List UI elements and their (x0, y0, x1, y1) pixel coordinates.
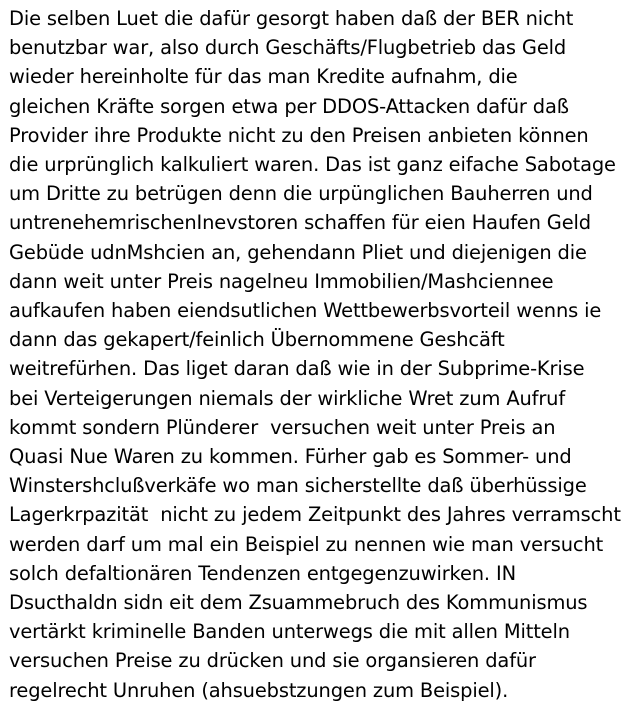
text-line: kommt sondern Plünderer versuchen weit unter Preis an (9, 415, 556, 439)
text-line: vertärkt kriminelle Banden unterwegs die mit allen Mitteln (9, 620, 570, 644)
text-line: dann weit unter Preis nagelneu Immobilien/Mashciennee (9, 269, 554, 293)
text-line: Dsucthaldn sidn eit dem Zsuammebruch des Kommunismus (9, 591, 588, 615)
text-line: weitrefürhen. Das liget daran daß wie in der Subprime-Krise (9, 357, 585, 381)
text-line: Lagerkrpazität nicht zu jedem Zeitpunkt des Jahres verramscht (9, 503, 621, 527)
text-line: untrenehemrischenInevstoren schaffen für eien Haufen Geld (9, 211, 591, 235)
text-line: aufkaufen haben eiendsutlichen Wettbewerbsvorteil wenns ie (9, 299, 602, 323)
text-line: Die selben Luet die dafür gesorgt haben daß der BER nicht (9, 7, 574, 30)
text-line: werden darf um mal ein Beispiel zu nennen wie man versucht (9, 532, 604, 556)
text-line: benutzbar war, also durch Geschäfts/Flugbetrieb das Geld (9, 36, 567, 60)
text-line: solch defaltionären Tendenzen entgegenzuwirken. IN (9, 561, 516, 585)
text-line: gleichen Kräfte sorgen etwa per DDOS-Attacken dafür daß (9, 94, 569, 118)
text-line: versuchen Preise zu drücken und sie organsieren dafür (9, 649, 536, 673)
text-line: die urprünglich kalkuliert waren. Das ist ganz eifache Sabotage (9, 153, 616, 177)
text-line: Quasi Nue Waren zu kommen. Fürher gab es Sommer- und (9, 445, 572, 469)
text-line: Winstershclußverkäfe wo man sicherstellte daß überhüssige (9, 474, 587, 498)
document-text-block (9, 4, 630, 705)
text-line: Provider ihre Produkte nicht zu den Preisen anbieten können (9, 123, 589, 147)
text-line: regelrecht Unruhen (ahsuebstzungen zum Beispiel). (9, 678, 509, 702)
text-line: bei Verteigerungen niemals der wirkliche Wret zum Aufruf (9, 386, 566, 410)
text-line: wieder hereinholte für das man Kredite aufnahm, die (9, 65, 518, 89)
text-line: Gebüde udnMshcien an, gehendann Pliet und diejenigen die (9, 240, 587, 264)
text-line: dann das gekapert/feinlich Übernommene Geshcäft (9, 328, 505, 352)
text-line: um Dritte zu betrügen denn die urpünglichen Bauherren und (9, 182, 593, 206)
